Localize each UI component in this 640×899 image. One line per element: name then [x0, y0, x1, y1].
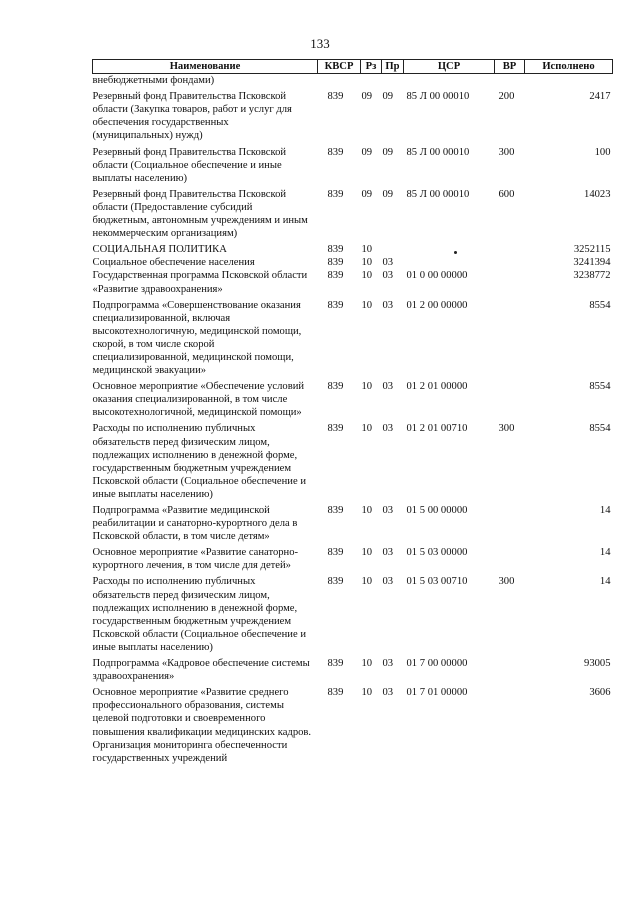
cell-rz: 10 — [361, 576, 373, 588]
cell-kvsr: 839 — [327, 244, 344, 256]
cell-pr: 09 — [382, 91, 394, 103]
budget-table — [92, 59, 613, 765]
cell-kvsr: 839 — [327, 423, 344, 435]
cell-done: 3238772 — [573, 270, 611, 282]
cell-csr: 85 Л 00 00010 — [406, 188, 470, 200]
cell-kvsr: 839 — [327, 299, 344, 311]
cell-kvsr: 839 — [327, 381, 344, 393]
cell-vr: 200 — [498, 91, 515, 103]
cell-name: Резервный фонд Правительства Псковской области (Закупка товаров, работ и услуг для обеспечения государственных (муниципальных) нужд) — [92, 91, 292, 142]
cell-rz: 10 — [361, 244, 373, 256]
table-row — [93, 269, 613, 295]
header-done: Исполнено — [525, 60, 613, 74]
cell-name: Социальное обеспечение населения — [92, 257, 255, 269]
cell-pr: 03 — [382, 658, 394, 670]
cell-done: 14 — [599, 505, 611, 516]
cell-rz: 10 — [361, 658, 373, 670]
cell-vr — [495, 256, 525, 269]
cell-rz: 09 — [361, 146, 373, 158]
cell-kvsr: 839 — [327, 270, 344, 282]
cell-done: 8554 — [589, 381, 611, 393]
cell-done: 3252115 — [573, 244, 611, 256]
cell-kvsr — [318, 74, 361, 88]
cell-csr: 01 5 00 00000 — [406, 505, 468, 516]
table-row — [93, 185, 613, 240]
cell-rz: 10 — [361, 687, 373, 699]
cell-name: внебюджетными фондами) — [92, 75, 215, 87]
cell-csr: 01 2 01 00000 — [406, 381, 468, 393]
cell-csr: 85 Л 00 00010 — [406, 146, 470, 158]
cell-kvsr: 839 — [327, 658, 344, 670]
cell-name: Резервный фонд Правительства Псковской области (Социальное обеспечение и иные выплаты населению) — [92, 146, 287, 184]
cell-name: Подпрограмма «Совершенствование оказания специализированной, включая высокотехнологичную, медицинской помощи, скорой, в том числе скорой специализированной, медицинской помощи, медицинской эвакуации» — [92, 299, 302, 377]
cell-done: 100 — [594, 146, 611, 158]
cell-csr: 01 2 01 00710 — [406, 423, 468, 435]
cell-rz — [361, 74, 382, 88]
table-row — [93, 143, 613, 185]
cell-pr: 03 — [382, 547, 394, 559]
cell-vr: 300 — [498, 576, 515, 588]
cell-rz: 10 — [361, 270, 373, 282]
cell-rz: 10 — [361, 381, 373, 393]
cell-pr: 03 — [382, 381, 394, 393]
table-row — [93, 683, 613, 765]
budget-table-container — [92, 59, 612, 765]
cell-done: 93005 — [584, 658, 611, 670]
cell-vr — [495, 269, 525, 295]
cell-rz: 10 — [361, 299, 373, 311]
cell-pr: 03 — [382, 505, 394, 516]
cell-pr — [382, 74, 404, 88]
cell-pr: 03 — [382, 687, 394, 699]
table-row — [93, 572, 613, 654]
cell-pr: 03 — [382, 299, 394, 311]
cell-rz: 09 — [361, 91, 373, 103]
header-kvsr: КВСР — [318, 60, 361, 74]
cell-kvsr: 839 — [327, 257, 344, 269]
cell-done: 14023 — [584, 188, 611, 200]
cell-name: Государственная программа Псковской области «Развитие здравоохранения» — [92, 270, 308, 295]
cell-rz: 10 — [361, 423, 373, 435]
cell-done: 8554 — [589, 299, 611, 311]
cell-name: Основное мероприятие «Обеспечение условий оказания специализированной, в том числе высокотехнологичной, медицинской помощи» — [92, 381, 305, 419]
table-row — [93, 419, 613, 501]
cell-kvsr: 839 — [327, 576, 344, 588]
cell-rz: 10 — [361, 257, 373, 269]
cell-vr — [495, 543, 525, 572]
table-row — [93, 240, 613, 256]
cell-vr: 300 — [498, 423, 515, 435]
cell-csr: 01 7 01 00000 — [406, 687, 468, 699]
cell-name: Расходы по исполнению публичных обязательств перед физическим лицом, подлежащих исполнению в денежной форме, государственным бюджетным учреждением Псковской области (Социальное обеспечение и иные выплаты населению) — [92, 423, 306, 500]
cell-name: СОЦИАЛЬНАЯ ПОЛИТИКА — [92, 244, 227, 256]
cell-csr — [404, 256, 495, 269]
table-row — [93, 74, 613, 88]
cell-vr — [495, 501, 525, 543]
cell-vr — [495, 377, 525, 419]
cell-vr — [495, 654, 525, 683]
cell-csr — [404, 240, 495, 256]
cell-csr: 01 0 00 00000 — [406, 270, 468, 282]
header-rz: Рз — [361, 60, 382, 74]
cell-rz: 09 — [361, 188, 373, 200]
cell-vr — [495, 74, 525, 88]
header-pr: Пр — [382, 60, 404, 74]
table-row — [93, 543, 613, 572]
table-header — [93, 60, 613, 74]
header-vr: ВР — [495, 60, 525, 74]
cell-csr: 01 2 00 00000 — [406, 299, 468, 311]
cell-vr: 600 — [498, 188, 515, 200]
header-csr: ЦСР — [404, 60, 495, 74]
table-row — [93, 87, 613, 142]
cell-kvsr: 839 — [327, 146, 344, 158]
cell-done: 3241394 — [573, 257, 611, 269]
cell-vr — [495, 683, 525, 765]
cell-kvsr: 839 — [327, 505, 344, 516]
cell-done: 3606 — [589, 687, 611, 699]
cell-csr: 01 5 03 00000 — [406, 547, 468, 559]
cell-rz: 10 — [361, 547, 373, 559]
cell-name: Резервный фонд Правительства Псковской области (Предоставление субсидий бюджетным, автономным учреждениям и иным некоммерческим организациям) — [92, 188, 308, 240]
cell-csr: 01 5 03 00710 — [406, 576, 468, 588]
cell-kvsr: 839 — [327, 687, 344, 699]
cell-name: Подпрограмма «Развитие медицинской реабилитации и санаторно-курортного дела в Псковской области, в том числе детям» — [92, 505, 298, 543]
cell-pr — [382, 240, 404, 256]
cell-vr — [495, 240, 525, 256]
cell-csr: 01 7 00 00000 — [406, 658, 468, 670]
cell-pr: 03 — [382, 576, 394, 588]
cell-csr: 85 Л 00 00010 — [406, 91, 470, 103]
table-row — [93, 377, 613, 419]
cell-done: 2417 — [589, 91, 611, 103]
table-body — [93, 74, 613, 765]
cell-name: Основное мероприятие «Развитие санаторно-курортного лечения, в том числе для детей» — [92, 547, 299, 572]
cell-done — [525, 74, 613, 88]
table-row — [93, 501, 613, 543]
table-row — [93, 654, 613, 683]
cell-vr — [495, 296, 525, 378]
table-row — [93, 296, 613, 378]
page-number: 133 — [310, 36, 330, 51]
cell-name: Основное мероприятие «Развитие среднего профессионального образования, системы целевой подготовки и своевременного повышения квалификации медицинских кадров. Организация мониторинга обеспеченности государственных учреждений — [92, 687, 312, 764]
cell-rz: 10 — [361, 505, 373, 516]
cell-pr: 03 — [382, 270, 394, 282]
cell-name: Расходы по исполнению публичных обязательств перед физическим лицом, подлежащих исполнению в денежной форме, государственным бюджетным учреждением Псковской области (Социальное обеспечение и иные выплаты населению) — [92, 576, 306, 653]
cell-pr: 09 — [382, 146, 394, 158]
header-name: Наименование — [93, 60, 318, 74]
cell-kvsr: 839 — [327, 91, 344, 103]
cell-pr: 03 — [382, 423, 394, 435]
cell-kvsr: 839 — [327, 547, 344, 559]
cell-done: 14 — [599, 576, 611, 588]
cell-pr: 09 — [382, 188, 394, 200]
table-row — [93, 256, 613, 269]
cell-done: 14 — [599, 547, 611, 559]
cell-pr: 03 — [382, 257, 394, 269]
stray-dot-mark — [454, 251, 457, 254]
cell-vr: 300 — [498, 146, 515, 158]
cell-csr — [404, 74, 495, 88]
cell-name: Подпрограмма «Кадровое обеспечение системы здравоохранения» — [92, 658, 310, 683]
cell-kvsr: 839 — [327, 188, 344, 200]
cell-done: 8554 — [589, 423, 611, 435]
